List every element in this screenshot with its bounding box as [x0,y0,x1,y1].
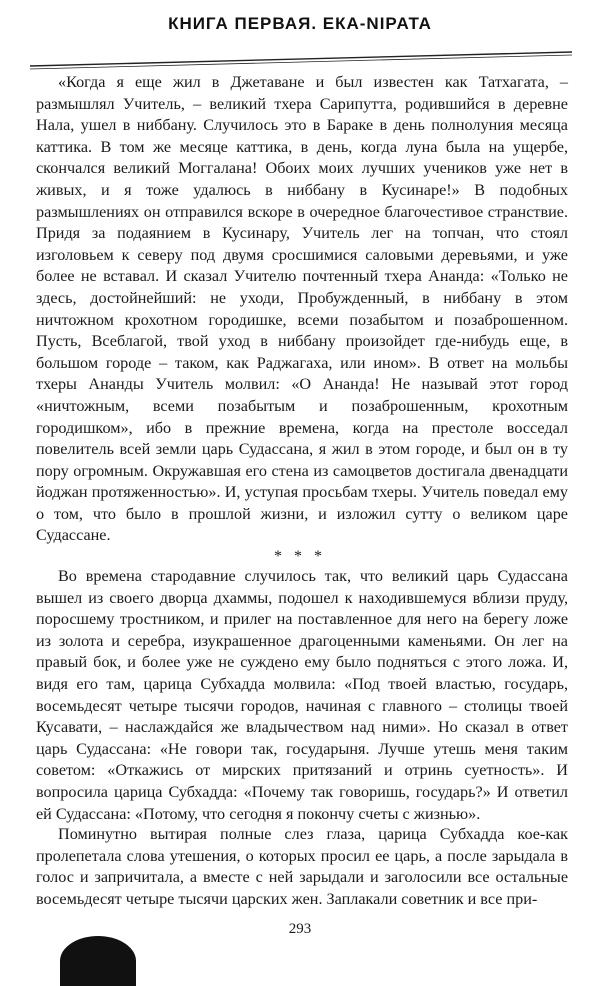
paragraph-3: Поминутно вытирая полные слез глаза, царица Субхадда кое-как пролепетала слова утешения, о которых просил ее царь, а после зарыдала в голос и запричитала, а вместе с ней зарыдали и заголосили все остальные восемьдесят четыре тысячи царских жен. Заплакали советник и все при- [36,825,568,908]
scan-artifact [60,936,136,986]
body-text-block-3 [36,824,568,910]
body-text-block-2 [36,566,568,825]
section-separator: * * * [274,548,326,565]
paragraph-1: «Когда я еще жил в Джетаване и был известен как Татхагата, – размышлял Учитель, – великий тхера Сарипутта, родившийся в деревне Нала, ушел в ниббану. Случилось это в Бараке в день полнолуния месяца каттика. В том же месяце каттика, в день, когда луна была на ущербе, скончался великий Моггалана! Обоих моих лучших учеников уже нет в живых, и я тоже удалюсь в ниббану в Кусинаре!» В подобных размышлениях он отправился вскоре в очередное благочестивое странствие. Придя за подаянием в Кусинару, Учитель лег на топчан, что стоял изголовьем к северу под двумя сросшимися саловыми деревьями, и уже более не вставал. И сказал Учителю почтенный тхера Ананда: «Только не здесь, достойнейший: не уходи, Пробужденный, в ниббану в этом ничтожном крохотном городишке, всеми позабытом и позаброшенном. Пусть, Всеблагой, твой уход в ниббану произойдет где-нибудь еще, в большом городе – таком, как Раджагаха, или ином». В ответ на мольбы тхеры Ананды Учитель молвил: «О Ананда! Не называй этот город «ничтожным, всеми позабытым и позаброшенным, крохотным городишком», ибо в прежние времена, когда на престоле восседал повелитель всей земли царь Судассана, я жил в этом городе, и был он в ту пору огромным. Окружавшая его стена из самоцветов достигала двенадцати йоджан протяженностью». И, уступая просьбам тхеры. Учитель поведал ему о том, что было в прошлой жизни, и изложил сутту о великом царе Судассане. [36,73,568,545]
body-text-block-1 [36,72,568,547]
header-rule [30,48,572,70]
running-header: КНИГА ПЕРВАЯ. ЕКА-NIPATA [168,14,432,33]
paragraph-2: Во времена стародавние случилось так, что великий царь Судассана вышел из своего дворца дхаммы, подошел к находившемуся вблизи пруду, поросшему тростником, и прилег на поставленное для него на берегу ложе из золота и серебра, изукрашенное драгоценными каменьями. Он лег на правый бок, и более уже не суждено ему было подняться с этого ложа. И, видя его там, царица Субхадда молвила: «Под твоей властью, государь, восемьдесят четыре тысячи городов, начиная с главного – столицы твоей Кусавати, – наслаждайся же владычеством над ними». Но сказал в ответ царь Судассана: «Не говори так, государыня. Лучше утешь меня таким советом: «Откажись от мирских притязаний и отринь суетность». И вопросила царица Субхадда: «Почему так говоришь, государь?» И ответил ей Судассана: «Потому, что сегодня я покончу счеты с жизнью». [36,567,568,823]
page-number: 293 [288,921,312,937]
